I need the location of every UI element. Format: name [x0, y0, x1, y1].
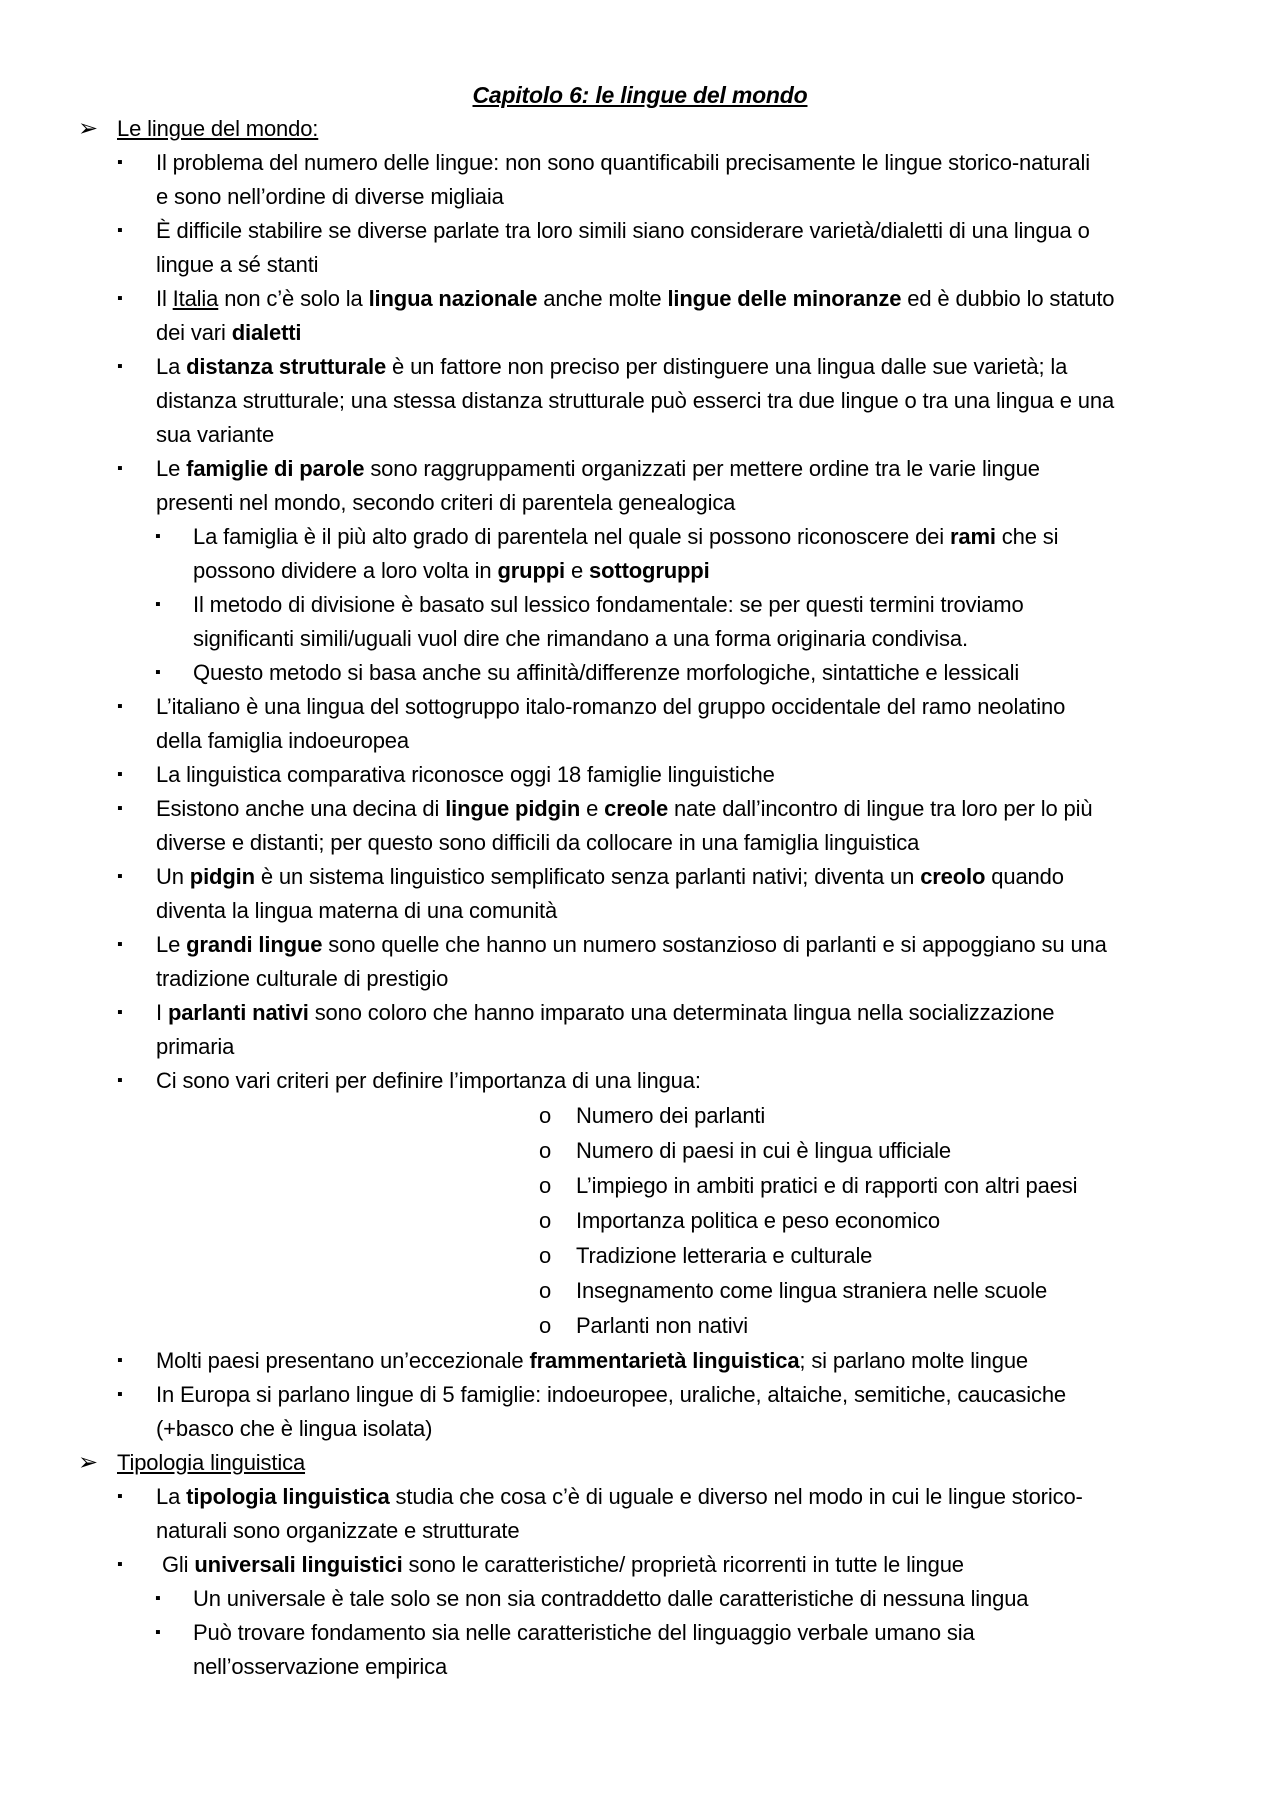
- square-bullet-icon: ▪: [117, 800, 123, 817]
- sub-bullet-text: Un universale è tale solo se non sia contraddetto dalle caratteristiche di nessuna lingua: [193, 1586, 1029, 1611]
- bullet-text: Un pidgin è un sistema linguistico semplificato senza parlanti nativi; diventa un creolo quando: [156, 864, 1064, 889]
- square-bullet-icon: ▪: [117, 1004, 123, 1021]
- square-bullet-icon: ▪: [117, 154, 123, 171]
- sub-bullet-text: Questo metodo si basa anche su affinità/differenze morfologiche, sintattiche e lessicali: [193, 660, 1020, 685]
- arrow-bullet-icon: ➢: [78, 1449, 99, 1476]
- square-bullet-icon: ▪: [155, 596, 161, 613]
- italia-link-text: Italia: [172, 286, 219, 311]
- square-bullet-icon: ▪: [117, 1352, 123, 1369]
- circle-bullet-icon: o: [539, 1138, 552, 1163]
- page-title: Capitolo 6: le lingue del mondo: [472, 82, 808, 108]
- bullet-text: naturali sono organizzate e strutturate: [156, 1518, 520, 1543]
- circle-bullet-icon: o: [539, 1173, 552, 1198]
- square-bullet-icon: ▪: [117, 1072, 123, 1089]
- criteria-item: Numero di paesi in cui è lingua ufficiale: [576, 1138, 951, 1163]
- square-bullet-icon: ▪: [117, 1386, 123, 1403]
- bullet-text: distanza strutturale; una stessa distanza strutturale può esserci tra due lingue o tra una lingua e una: [156, 388, 1115, 413]
- square-bullet-icon: ▪: [117, 358, 123, 375]
- section-heading: Tipologia linguistica: [117, 1450, 306, 1475]
- bullet-text: (+basco che è lingua isolata): [156, 1416, 433, 1441]
- square-bullet-icon: ▪: [117, 1488, 123, 1505]
- bullet-text: Il problema del numero delle lingue: non sono quantificabili precisamente le lingue storico-naturali: [156, 150, 1090, 175]
- square-bullet-icon: ▪: [117, 222, 123, 239]
- bullet-text: sua variante: [156, 422, 275, 447]
- bullet-text: È difficile stabilire se diverse parlate tra loro simili siano considerare varietà/dialetti di una lingua o: [156, 218, 1090, 243]
- bullet-text: diventa la lingua materna di una comunità: [156, 898, 558, 923]
- bullet-text: In Europa si parlano lingue di 5 famiglie: indoeuropee, uraliche, altaiche, semitiche, caucasiche: [156, 1382, 1066, 1407]
- square-bullet-icon: ▪: [117, 868, 123, 885]
- bullet-text: Le grandi lingue sono quelle che hanno un numero sostanzioso di parlanti e si appoggiano su una: [156, 932, 1107, 957]
- circle-bullet-icon: o: [539, 1103, 552, 1128]
- square-bullet-icon: ▪: [117, 290, 123, 307]
- sub-bullet-text: significanti simili/uguali vuol dire che rimandano a una forma originaria condivisa.: [193, 626, 968, 651]
- sub-bullet-text: possono dividere a loro volta in gruppi e sottogruppi: [193, 558, 710, 583]
- square-bullet-icon: ▪: [117, 698, 123, 715]
- arrow-bullet-icon: ➢: [78, 115, 99, 142]
- square-bullet-icon: ▪: [117, 460, 123, 477]
- criteria-item: Insegnamento come lingua straniera nelle scuole: [576, 1278, 1048, 1303]
- circle-bullet-icon: o: [539, 1208, 552, 1233]
- bullet-text: La tipologia linguistica studia che cosa c’è di uguale e diverso nel modo in cui le lingue storico-: [156, 1484, 1083, 1509]
- bullet-text: Ci sono vari criteri per definire l’importanza di una lingua:: [156, 1068, 701, 1093]
- sub-bullet-text: nell’osservazione empirica: [193, 1654, 448, 1679]
- circle-bullet-icon: o: [539, 1243, 552, 1268]
- criteria-item: L’impiego in ambiti pratici e di rapporti con altri paesi: [576, 1173, 1078, 1198]
- square-bullet-icon: ▪: [155, 1590, 161, 1607]
- bullet-text: dei vari dialetti: [156, 320, 302, 345]
- bullet-text: lingue a sé stanti: [156, 252, 319, 277]
- criteria-item: Numero dei parlanti: [576, 1103, 766, 1128]
- criteria-item: Importanza politica e peso economico: [576, 1208, 940, 1233]
- bullet-text: Il Italia non c’è solo la lingua nazionale anche molte lingue delle minoranze ed è dubbio lo statuto: [156, 286, 1115, 311]
- bullet-text: diverse e distanti; per questo sono difficili da collocare in una famiglia linguistica: [156, 830, 920, 855]
- criteria-item: Parlanti non nativi: [576, 1313, 749, 1338]
- square-bullet-icon: ▪: [117, 936, 123, 953]
- bullet-text: L’italiano è una lingua del sottogruppo italo-romanzo del gruppo occidentale del ramo neolatino: [156, 694, 1066, 719]
- bullet-text: La distanza strutturale è un fattore non preciso per distinguere una lingua dalle sue varietà; la: [156, 354, 1068, 379]
- sub-bullet-text: La famiglia è il più alto grado di parentela nel quale si possono riconoscere dei rami che si: [193, 524, 1059, 549]
- sub-bullet-text: Il metodo di divisione è basato sul lessico fondamentale: se per questi termini troviamo: [193, 592, 1024, 617]
- bullet-text: I parlanti nativi sono coloro che hanno imparato una determinata lingua nella socializzazione: [156, 1000, 1055, 1025]
- bullet-text: La linguistica comparativa riconosce oggi 18 famiglie linguistiche: [156, 762, 775, 787]
- bullet-text: primaria: [156, 1034, 235, 1059]
- circle-bullet-icon: o: [539, 1278, 552, 1303]
- bullet-text: tradizione culturale di prestigio: [156, 966, 449, 991]
- sub-bullet-text: Può trovare fondamento sia nelle caratteristiche del linguaggio verbale umano sia: [193, 1620, 975, 1645]
- bullet-text: della famiglia indoeuropea: [156, 728, 409, 753]
- square-bullet-icon: ▪: [155, 664, 161, 681]
- square-bullet-icon: ▪: [117, 766, 123, 783]
- circle-bullet-icon: o: [539, 1313, 552, 1338]
- section-heading: Le lingue del mondo:: [117, 116, 319, 141]
- bullet-text: e sono nell’ordine di diverse migliaia: [156, 184, 504, 209]
- bullet-text: presenti nel mondo, secondo criteri di parentela genealogica: [156, 490, 736, 515]
- bullet-text: Le famiglie di parole sono raggruppamenti organizzati per mettere ordine tra le varie lingue: [156, 456, 1040, 481]
- bullet-text: Molti paesi presentano un’eccezionale frammentarietà linguistica; si parlano molte lingue: [156, 1348, 1029, 1373]
- criteria-item: Tradizione letteraria e culturale: [576, 1243, 873, 1268]
- bullet-text: Gli universali linguistici sono le caratteristiche/ proprietà ricorrenti in tutte le lingue: [156, 1552, 964, 1577]
- square-bullet-icon: ▪: [155, 528, 161, 545]
- square-bullet-icon: ▪: [117, 1556, 123, 1573]
- square-bullet-icon: ▪: [155, 1624, 161, 1641]
- bullet-text: Esistono anche una decina di lingue pidgin e creole nate dall’incontro di lingue tra loro per lo più: [156, 796, 1093, 821]
